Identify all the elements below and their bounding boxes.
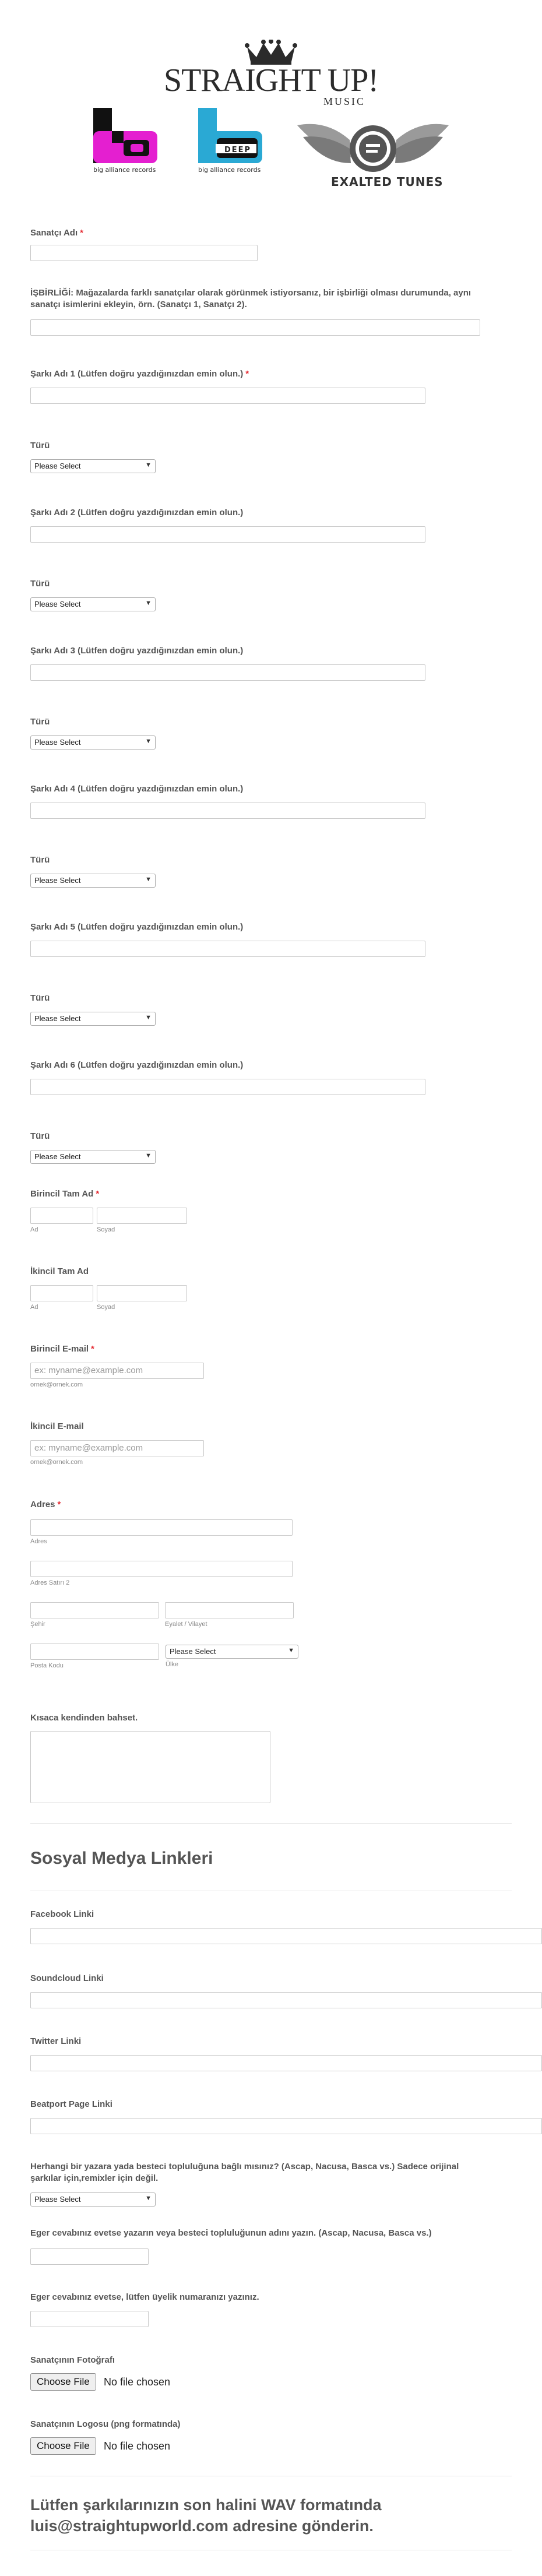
genre5-label: Türü [30, 993, 50, 1003]
beatport-field [30, 2099, 112, 2110]
genre5-select[interactable] [30, 1012, 156, 1026]
society-name-field [30, 2227, 508, 2239]
logo2-deep-text: DEEP [224, 146, 252, 154]
artist-name-input[interactable] [30, 245, 258, 261]
twitter-field [30, 2036, 81, 2047]
song4-input[interactable] [30, 803, 425, 819]
song3-label: Şarkı Adı 3 (Lütfen doğru yazdığınızdan emin olun.) [30, 646, 244, 656]
brand-title: STRAIGHT UP! [163, 62, 379, 98]
genre4-value: Please Select [34, 876, 81, 885]
genre4-label: Türü [30, 855, 50, 865]
society-value: Please Select [34, 2195, 81, 2204]
crown-icon [244, 40, 298, 65]
primary-email-label-text: Birincil E-mail [30, 1344, 89, 1354]
genre3-value: Please Select [34, 738, 81, 747]
song2-label: Şarkı Adı 2 (Lütfen doğru yazdığınızdan emin olun.) [30, 508, 244, 518]
primary-first-name-input[interactable] [30, 1208, 93, 1224]
address-line2-sublabel: Adres Satırı 2 [30, 1579, 70, 1586]
primary-email-hint: ornek@ornek.com [30, 1381, 83, 1388]
chevron-down-icon: ▼ [288, 1647, 294, 1654]
city-input[interactable] [30, 1602, 159, 1618]
song2-field [30, 507, 243, 519]
song5-label: Şarkı Adı 5 (Lütfen doğru yazdığınızdan emin olun.) [30, 922, 244, 932]
membership-field [30, 2292, 259, 2303]
collab-label: İŞBİRLİĞİ: Mağazalarda farklı sanatçılar olarak görünmek istiyorsanız, bir işbirliği olması durumunda, aynı sanatçı isimlerini ekleyin, örn. (Sanatçı 1, Sanatçı 2). [30, 288, 471, 309]
logo-choose-file-button[interactable]: Choose File [30, 2437, 96, 2455]
song6-field [30, 1060, 243, 1071]
chevron-down-icon: ▼ [145, 600, 152, 607]
genre6-select[interactable] [30, 1150, 156, 1164]
song6-input[interactable] [30, 1079, 425, 1095]
genre3-select[interactable] [30, 736, 156, 749]
divider [30, 1823, 512, 1824]
secondary-email-field [30, 1421, 84, 1433]
address-field [30, 1499, 61, 1511]
address-line1-sublabel: Adres [30, 1538, 47, 1545]
chevron-down-icon: ▼ [145, 1014, 152, 1021]
city-sublabel: Şehir [30, 1621, 45, 1628]
chevron-down-icon: ▼ [145, 738, 152, 745]
secondary-first-sublabel: Ad [30, 1304, 38, 1311]
society-select[interactable] [30, 2193, 156, 2207]
secondary-email-label: İkincil E-mail [30, 1421, 84, 1431]
beatport-input[interactable] [30, 2118, 542, 2134]
footer-line2: luis@straightupworld.com adresine gönderin. [30, 2517, 374, 2535]
artist-name-label-text: Sanatçı Adı [30, 228, 78, 238]
about-field [30, 1712, 138, 1724]
artist-name-field [30, 227, 83, 239]
genre6-value: Please Select [34, 1152, 81, 1161]
logo1-caption: big alliance records [93, 166, 156, 174]
photo-file-status: No file chosen [104, 2376, 171, 2388]
primary-name-field [30, 1188, 99, 1200]
genre1-label: Türü [30, 441, 50, 451]
secondary-last-name-input[interactable] [97, 1285, 187, 1301]
logo-label: Sanatçının Logosu (png formatında) [30, 2419, 181, 2429]
song3-input[interactable] [30, 664, 425, 681]
genre5-field [30, 993, 50, 1004]
photo-label: Sanatçının Fotoğrafı [30, 2355, 115, 2365]
required-asterisk: * [80, 228, 83, 238]
society-name-label: Eger cevabınız evetse yazarın veya besteci topluluğunun adını yazın. (Ascap, Nacusa, Basca vs.) [30, 2228, 432, 2238]
primary-email-field [30, 1343, 94, 1355]
secondary-last-sublabel: Soyad [97, 1304, 115, 1311]
photo-field [30, 2355, 115, 2366]
logo-file-status: No file chosen [104, 2440, 171, 2452]
twitter-input[interactable] [30, 2055, 542, 2071]
facebook-label: Facebook Linki [30, 1909, 94, 1919]
genre6-field [30, 1131, 50, 1142]
collab-field [30, 287, 485, 311]
address-label-text: Adres [30, 1500, 55, 1509]
chevron-down-icon: ▼ [145, 876, 152, 883]
song4-field [30, 783, 243, 795]
song4-label: Şarkı Adı 4 (Lütfen doğru yazdığınızdan emin olun.) [30, 784, 244, 794]
chevron-down-icon: ▼ [145, 2195, 152, 2202]
membership-input[interactable] [30, 2311, 149, 2327]
collab-input[interactable] [30, 319, 480, 336]
artist-name-label [30, 227, 83, 239]
genre3-label: Türü [30, 717, 50, 727]
required-asterisk: * [96, 1189, 100, 1199]
state-input[interactable] [165, 1602, 294, 1618]
social-section-title: Sosyal Medya Linkleri [30, 1849, 213, 1868]
primary-first-sublabel: Ad [30, 1226, 38, 1233]
secondary-email-input[interactable]: ex: myname@example.com [30, 1440, 204, 1456]
required-asterisk: * [91, 1344, 94, 1354]
primary-name-label-text: Birincil Tam Ad [30, 1189, 94, 1199]
about-label: Kısaca kendinden bahset. [30, 1713, 138, 1723]
address-line2-input[interactable] [30, 1561, 293, 1577]
big-alliance-logo-magenta [87, 108, 166, 189]
zip-sublabel: Posta Kodu [30, 1662, 64, 1669]
soundcloud-field [30, 1973, 104, 1984]
society-field [30, 2161, 491, 2184]
about-textarea[interactable] [30, 1731, 270, 1803]
genre6-label: Türü [30, 1131, 50, 1141]
genre2-field [30, 578, 50, 590]
country-sublabel: Ülke [166, 1661, 179, 1668]
required-asterisk: * [245, 369, 249, 379]
logo-field [30, 2419, 181, 2430]
primary-email-input[interactable]: ex: myname@example.com [30, 1363, 204, 1379]
song6-label: Şarkı Adı 6 (Lütfen doğru yazdığınızdan emin olun.) [30, 1060, 244, 1070]
brand-subtitle: MUSIC [323, 96, 366, 107]
header [0, 0, 542, 189]
genre4-field [30, 854, 50, 866]
footer-line1: Lütfen şarkılarınızın son halini WAV formatında [30, 2496, 382, 2514]
genre2-select[interactable] [30, 597, 156, 611]
logo2-caption: big alliance records [198, 166, 261, 174]
chevron-down-icon: ▼ [145, 1152, 152, 1159]
soundcloud-input[interactable] [30, 1992, 542, 2008]
song1-input[interactable] [30, 388, 425, 404]
state-sublabel: Eyalet / Vilayet [165, 1621, 207, 1628]
song1-field [30, 368, 249, 380]
song3-field [30, 645, 243, 657]
genre2-value: Please Select [34, 600, 81, 608]
footer-instruction [30, 2494, 508, 2536]
song5-input[interactable] [30, 941, 425, 957]
genre1-select[interactable] [30, 459, 156, 473]
genre2-label: Türü [30, 579, 50, 589]
address-label [30, 1499, 61, 1511]
genre5-value: Please Select [34, 1014, 81, 1023]
genre3-field [30, 716, 50, 728]
primary-name-label [30, 1188, 99, 1200]
secondary-name-field [30, 1266, 89, 1278]
genre1-value: Please Select [34, 462, 81, 470]
soundcloud-label: Soundcloud Linki [30, 1973, 104, 1983]
song1-label [30, 368, 249, 380]
society-label: Herhangi bir yazara yada besteci topluluğuna bağlı mısınız? (Ascap, Nacusa, Basca vs.) Sadece orijinal şarkılar için,remixler için değil. [30, 2162, 459, 2183]
primary-last-name-input[interactable] [97, 1208, 187, 1224]
genre4-select[interactable] [30, 874, 156, 888]
country-select[interactable] [166, 1645, 298, 1659]
membership-label: Eger cevabınız evetse, lütfen üyelik numaranızı yazınız. [30, 2292, 259, 2302]
facebook-input[interactable] [30, 1928, 542, 1944]
beatport-label: Beatport Page Linki [30, 2099, 112, 2109]
society-name-input[interactable] [30, 2248, 149, 2265]
primary-last-sublabel: Soyad [97, 1226, 115, 1233]
address-line1-input[interactable] [30, 1519, 293, 1536]
secondary-email-hint: ornek@ornek.com [30, 1459, 83, 1466]
zip-input[interactable] [30, 1644, 159, 1660]
secondary-first-name-input[interactable] [30, 1285, 93, 1301]
logo3-caption: EXALTED TUNES [331, 175, 444, 189]
chevron-down-icon: ▼ [145, 462, 152, 469]
twitter-label: Twitter Linki [30, 2036, 82, 2046]
photo-choose-file-button[interactable]: Choose File [30, 2373, 96, 2391]
song1-label-text: Şarkı Adı 1 (Lütfen doğru yazdığınızdan emin olun.) [30, 369, 244, 379]
facebook-field [30, 1909, 94, 1920]
required-asterisk: * [57, 1500, 61, 1509]
secondary-name-label: İkincil Tam Ad [30, 1266, 89, 1276]
genre1-field [30, 440, 50, 452]
song2-input[interactable] [30, 526, 425, 543]
country-value: Please Select [170, 1647, 216, 1656]
song5-field [30, 921, 243, 933]
primary-email-label [30, 1343, 94, 1355]
